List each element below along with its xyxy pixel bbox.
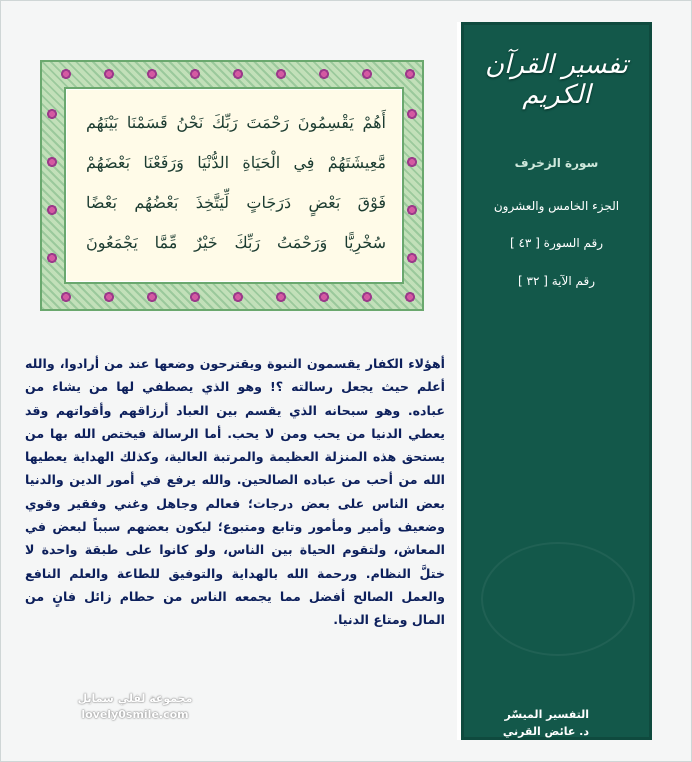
flower-ornament — [404, 291, 416, 303]
flower-ornament — [60, 68, 72, 80]
sidebar — [461, 22, 652, 740]
surah-number: رقم السورة [ ٤٣ ] — [509, 236, 603, 250]
flower-ornament — [60, 291, 72, 303]
flower-ornament — [189, 291, 201, 303]
juz-label: الجزء الخامس والعشرون — [493, 199, 620, 213]
flower-ornament — [406, 108, 418, 120]
sidebar-watermark — [481, 542, 635, 656]
flower-ornament — [103, 291, 115, 303]
flower-ornament — [318, 68, 330, 80]
flower-ornament — [46, 108, 58, 120]
flower-ornament — [189, 68, 201, 80]
flower-ornament — [46, 204, 58, 216]
verse-line: مَّعِيشَتَهُمْ فِي الْحَيَاةِ الدُّنْيَا وَرَفَعْنَا بَعْضَهُمْ — [86, 153, 386, 172]
flower-ornament — [103, 68, 115, 80]
flower-ornament — [361, 68, 373, 80]
site-url: lovely0smile.com — [81, 708, 189, 721]
verse-panel — [64, 87, 404, 284]
tafsir-text: أهؤلاء الكفار يقسمون النبوة ويقترحون وضعها عند من أرادوا، والله أعلم حيث يجعل رسالته ؟! وهو الذي يصطفي لها من يشاء من عباده. وهو سبحانه الذي يقسم بين العباد أرزاقهم وأقواتهم وقد يعطي الدنيا من يحب ومن لا يحب. أما الرسالة فيختص الله بها من يستحق هذه المنزلة العظيمة والمرتبة العالية، وكذلك الهداية يعطيها الله من أحب من عباده الصالحين. والله يرفع في أمور الدين والدنيا بعض الناس على بعض درجات؛ فعالم وجاهل وغني وفقير وقوي وضعيف وأمير ومأمور وتابع ومتبوع؛ ليكون بعضهم سبباً لبعض في المعاش، ولتقوم الحياة بين الناس، ولو كانوا على طبقة واحدة لا ختلَّ النظام. ورحمة الله بالهداية والتوفيق للطاعة والعلم النافع والعمل الصالح أفضل مما يجمعه الناس من حطام زائل فانٍ من المال ومتاع الدنيا. — [25, 356, 445, 628]
verse-line: فَوْقَ بَعْضٍ دَرَجَاتٍ لِّيَتَّخِذَ بَعْضُهُم بَعْضًا — [86, 193, 386, 212]
credit-author: د. عائض القرني — [502, 725, 589, 738]
flower-ornament — [46, 156, 58, 168]
flower-ornament — [318, 291, 330, 303]
flower-ornament — [406, 156, 418, 168]
flower-ornament — [46, 252, 58, 264]
flower-ornament — [232, 68, 244, 80]
verse-line: سُخْرِيًّا وَرَحْمَتُ رَبِّكَ خَيْرٌ مِّمَّا يَجْمَعُونَ — [86, 233, 386, 252]
flower-ornament — [361, 291, 373, 303]
flower-ornament — [232, 291, 244, 303]
flower-ornament — [275, 291, 287, 303]
credit-title: التفسير الميسّر — [504, 708, 589, 721]
verse-line: أَهُمْ يَقْسِمُونَ رَحْمَتَ رَبِّكَ نَحْنُ قَسَمْنَا بَيْنَهُم — [86, 113, 386, 132]
surah-name: سورة الزخرف — [514, 156, 599, 170]
flower-ornament — [146, 68, 158, 80]
sidebar-title: تفسير القرآن الكريم — [485, 50, 628, 110]
flower-ornament — [404, 68, 416, 80]
flower-ornament — [146, 291, 158, 303]
flower-ornament — [275, 68, 287, 80]
flower-ornament — [406, 204, 418, 216]
ayah-number: رقم الآية [ ٣٢ ] — [518, 274, 595, 288]
site-name-arabic: مجموعة لفلي سمايل — [77, 692, 193, 705]
flower-ornament — [406, 252, 418, 264]
